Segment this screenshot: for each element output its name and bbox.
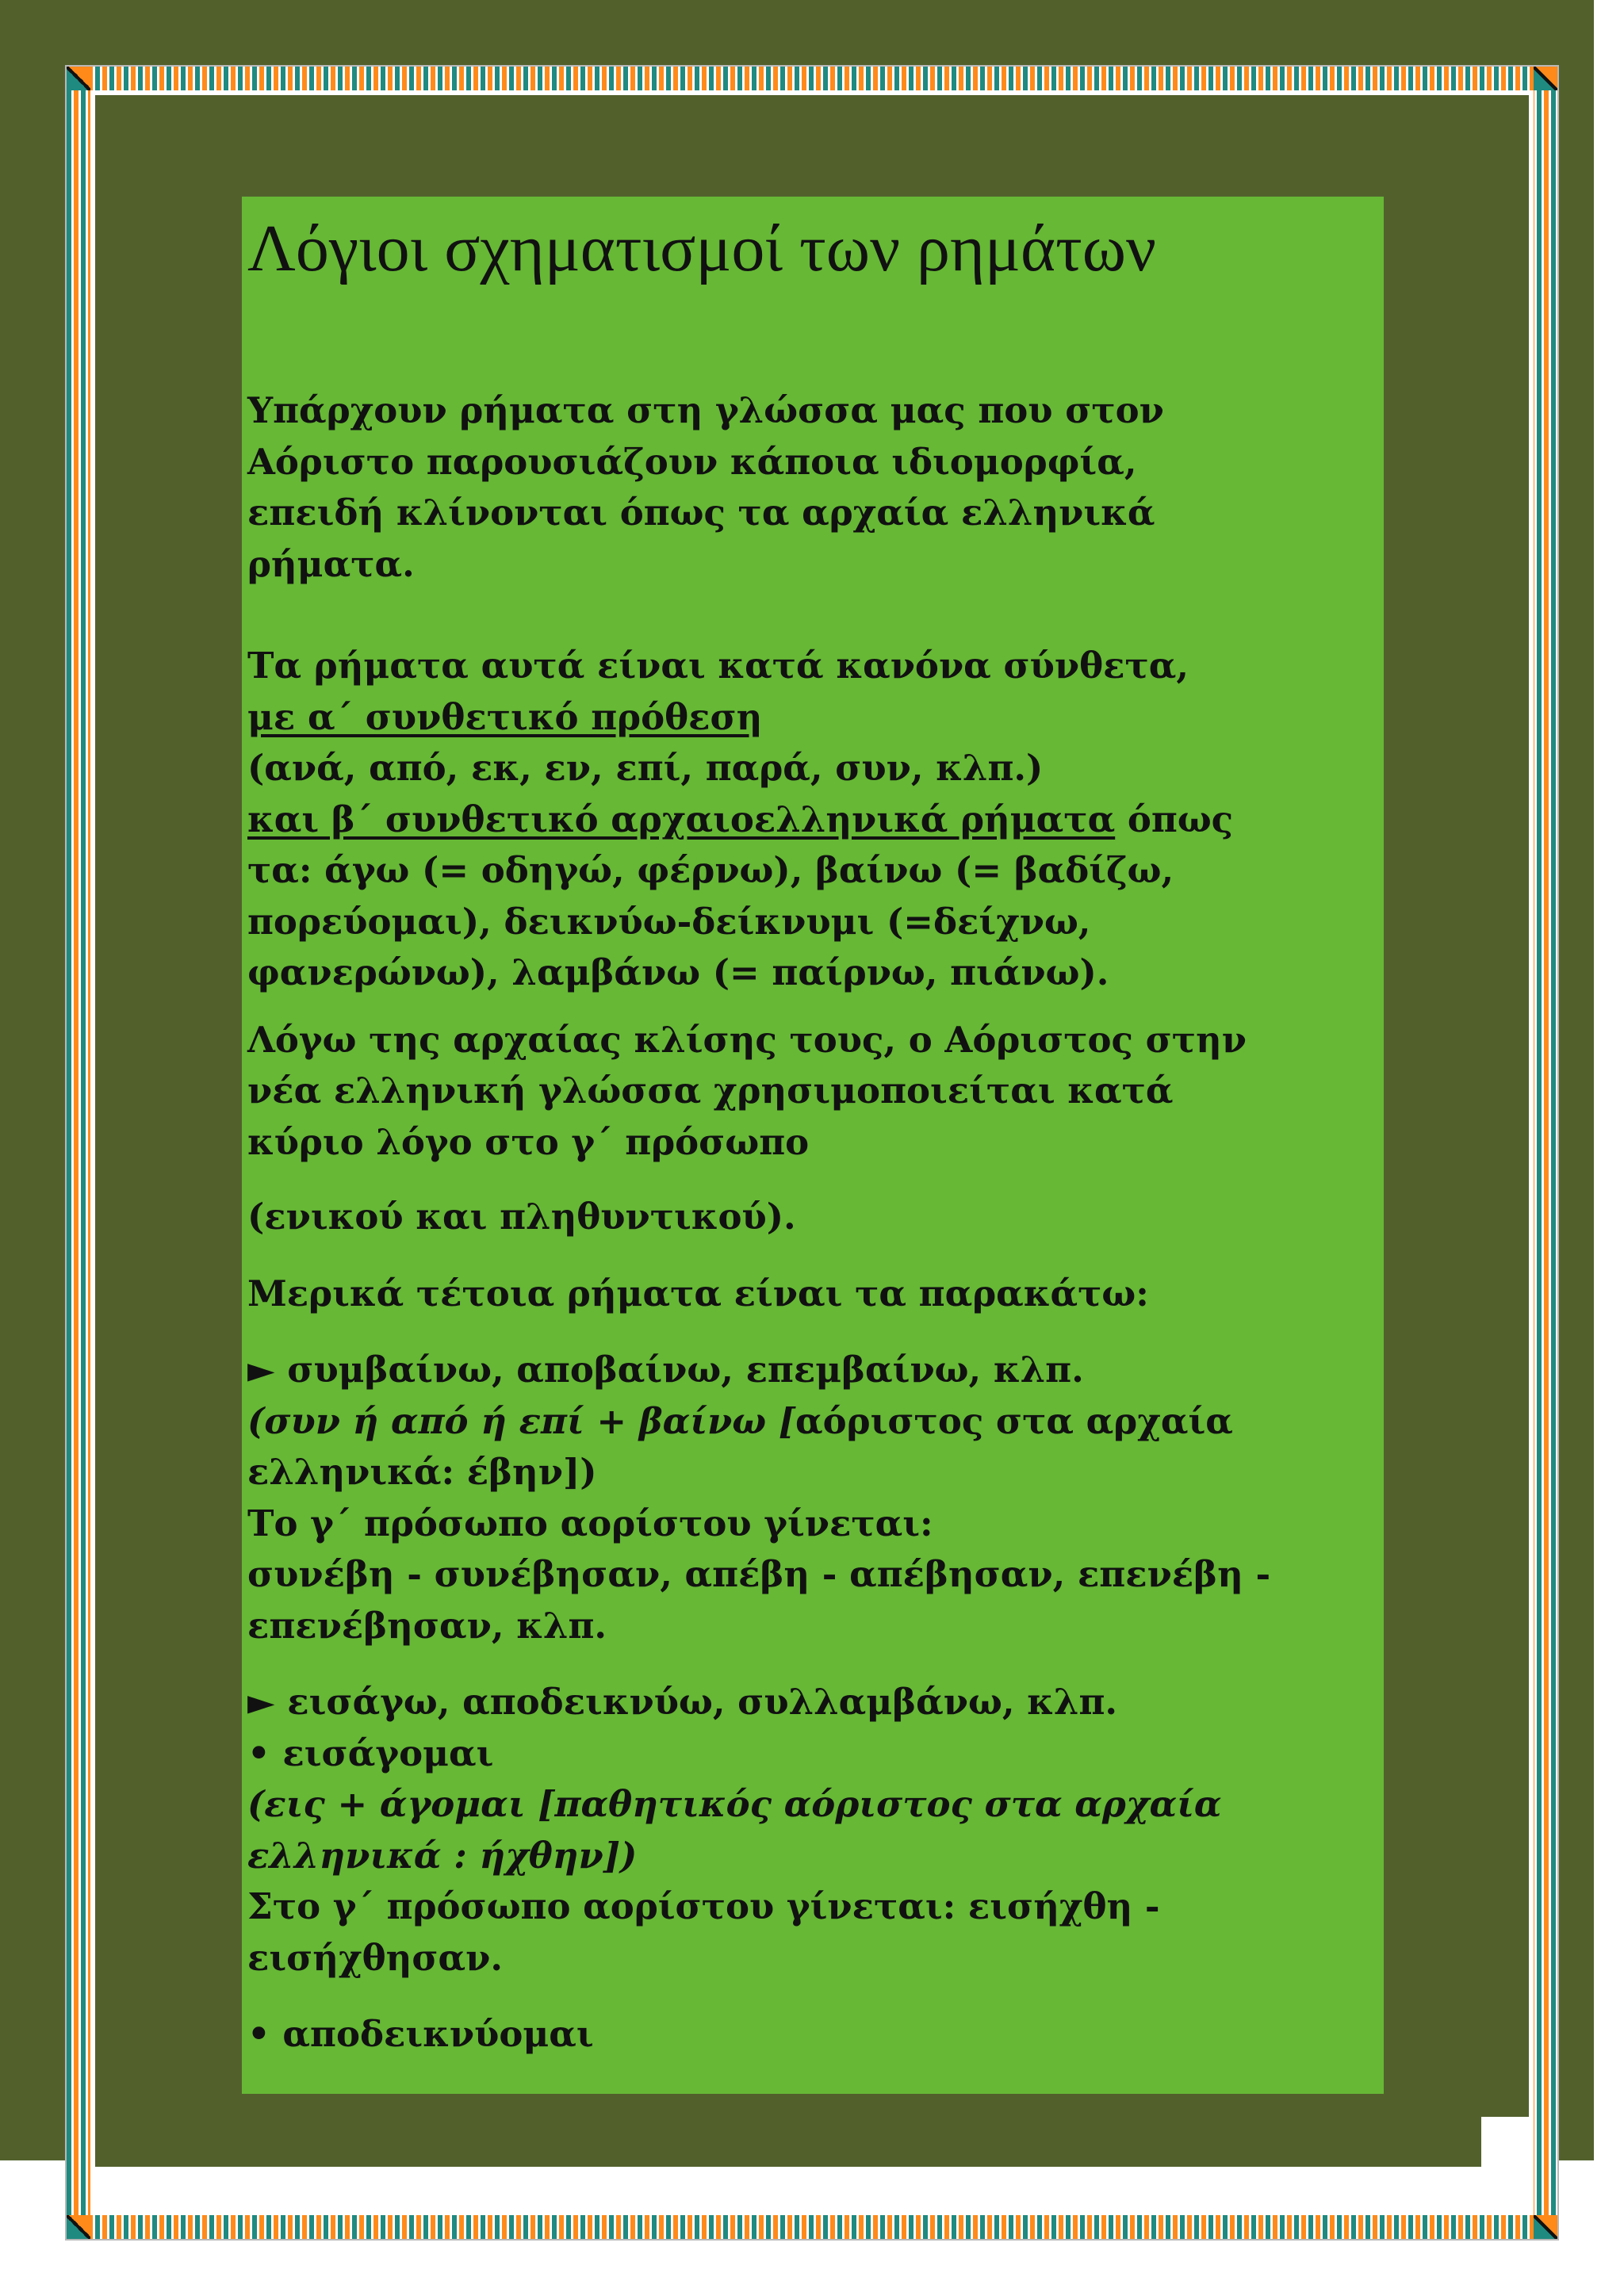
- content-box: [242, 197, 1384, 2094]
- composition-paragraph: [247, 641, 1379, 999]
- page-title: Λόγιοι σχηματισμοί των ρημάτων: [247, 212, 1156, 285]
- group2-rule: Στο γ΄ πρόσωπο αορίστου γίνεται: εισήχθη -: [247, 1885, 1160, 1927]
- border-corner-top-left: [67, 67, 90, 90]
- usage-line: κύριο λόγο στο γ΄ πρόσωπο: [247, 1120, 810, 1163]
- second-component-tail: όπως: [1115, 798, 1234, 840]
- example-verbs-line: φανερώνω), λαμβάνω (= παίρνω, πιάνω).: [247, 951, 1109, 993]
- example-verbs-line: πορεύομαι), δεικνύω-δείκνυμι (=δείχνω,: [247, 900, 1091, 943]
- group2-bullet-apodeiknyomai: • αποδεικνύομαι: [247, 2013, 594, 2055]
- example-verbs-line: τα: άγω (= οδηγώ, φέρνω), βαίνω (= βαδίζω,: [247, 849, 1174, 891]
- examples-intro-text: Μερικά τέτοια ρήματα είναι τα παρακάτω:: [247, 1272, 1149, 1314]
- intro-paragraph: [247, 385, 1379, 590]
- usage-note: [247, 1192, 1379, 1243]
- composition-line: Τα ρήματα αυτά είναι κατά κανόνα σύνθετα,: [247, 645, 1189, 687]
- first-component-rule: με α΄ συνθετικό πρόθεση: [247, 695, 763, 738]
- intro-line: Υπάρχουν ρήματα στη γλώσσα μας που στον: [247, 389, 1164, 431]
- examples-intro: [247, 1269, 1379, 1320]
- group2-heading: ► εισάγω, αποδεικνύω, συλλαμβάνω, κλπ.: [247, 1681, 1118, 1723]
- group1-origin-italic: (συν ή από ή επί + βαίνω [: [247, 1399, 796, 1442]
- verb-group-1: [247, 1345, 1379, 1651]
- verb-group-2: [247, 1677, 1379, 1984]
- border-corner-top-right: [1534, 67, 1557, 90]
- group1-forms: επενέβησαν, κλπ.: [247, 1604, 607, 1647]
- group2-origin: ελληνικά : ήχθην]): [247, 1834, 638, 1877]
- group1-origin-rest: αόριστος στα αρχαία: [795, 1399, 1233, 1442]
- inner-frame-right-strip: [1481, 2117, 1529, 2210]
- intro-line: ρήματα.: [247, 542, 415, 585]
- intro-line: Αόριστο παρουσιάζουν κάποια ιδιομορφία,: [247, 440, 1137, 483]
- prepositions-list: (ανά, από, εκ, εν, επί, παρά, συν, κλπ.): [247, 747, 1044, 789]
- second-component-rule: και β΄ συνθετικό αρχαιοελληνικά ρήματα: [247, 798, 1116, 840]
- usage-paragraph: [247, 1015, 1379, 1169]
- usage-line: νέα ελληνική γλώσσα χρησιμοποιείται κατά: [247, 1070, 1174, 1112]
- group2-bullet-eisagomai: • εισάγομαι: [247, 1732, 494, 1774]
- border-corner-bottom-left: [67, 2215, 90, 2239]
- group1-forms: συνέβη - συνέβησαν, απέβη - απέβησαν, επενέβη -: [247, 1553, 1271, 1595]
- inner-frame-bottom-strip: [95, 2167, 1529, 2210]
- group1-rule: Το γ΄ πρόσωπο αορίστου γίνεται:: [247, 1502, 933, 1544]
- usage-line: Λόγω της αρχαίας κλίσης τους, ο Αόριστος στην: [247, 1018, 1247, 1061]
- second-component-line: [247, 794, 1379, 846]
- group1-heading: ► συμβαίνω, αποβαίνω, επεμβαίνω, κλπ.: [247, 1349, 1084, 1391]
- usage-note-text: (ενικού και πληθυντικού).: [247, 1196, 796, 1238]
- group1-origin: [247, 1396, 1379, 1448]
- intro-line: επειδή κλίνονται όπως τα αρχαία ελληνικά: [247, 492, 1155, 534]
- border-corner-bottom-right: [1534, 2215, 1557, 2239]
- group2-rule: εισήχθησαν.: [247, 1936, 504, 1979]
- verb-group-2-bullet: [247, 2009, 1379, 2061]
- group2-origin: (εις + άγομαι [παθητικός αόριστος στα αρχαία: [247, 1783, 1222, 1825]
- group1-origin-line2: ελληνικά: έβην]): [247, 1451, 597, 1493]
